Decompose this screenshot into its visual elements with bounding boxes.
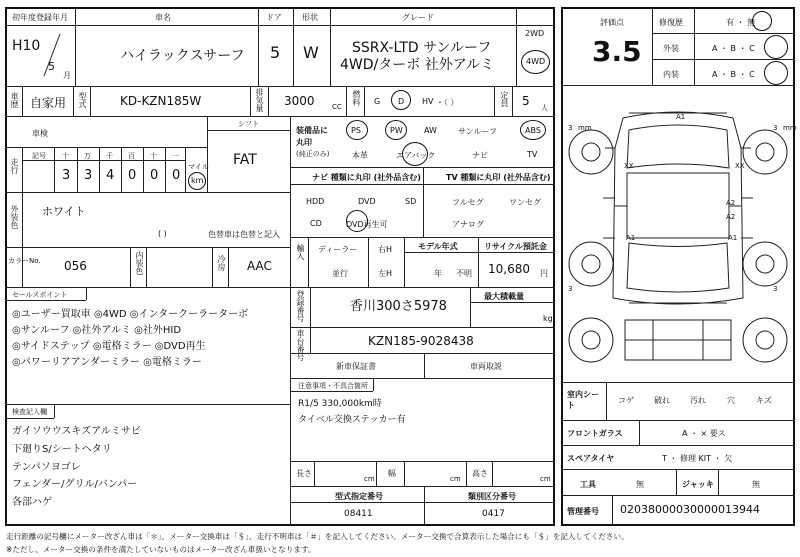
drive-4wd: 4WD — [526, 57, 546, 66]
first-reg-label: 初年度登録年月 — [12, 13, 68, 22]
equip-abs: ABS — [525, 126, 541, 135]
windshield-options: A ・ × 要ス — [682, 429, 726, 438]
equip-aw: AW — [424, 126, 437, 135]
seat-burn: コゲ — [618, 396, 634, 405]
mileage-unit-juu: 十 — [150, 152, 157, 160]
tire-rear-left — [569, 242, 613, 286]
chassis-no-value: KZN185-9028438 — [368, 334, 474, 348]
inspector-note-4: フェンダー/グリル/バンパー — [12, 479, 138, 490]
fuel-label: 燃料 — [352, 90, 361, 106]
equip-tv: TV — [527, 150, 538, 159]
diagram-mm-fl: mm — [578, 124, 592, 132]
jack-value: 無 — [752, 480, 760, 489]
equip-airbag: エアバック — [396, 151, 436, 160]
capacity-value: 5 — [522, 94, 530, 108]
first-reg-era: H10 — [12, 38, 41, 54]
exterior-color-label: 外装色 — [10, 205, 19, 229]
grade-line1: SSRX-LTD サンルーフ — [352, 40, 492, 56]
equip-sunroof: サンルーフ — [458, 127, 497, 136]
registration-no-value: 香川300さ5978 — [350, 299, 447, 314]
spare-tire-options: T ・ 修理 KIT ・ 欠 — [662, 454, 733, 463]
diagram-mm-fr: mm — [783, 124, 797, 132]
model-value: KD-KZN185W — [120, 94, 202, 108]
seat-hole: 穴 — [727, 396, 735, 405]
seat-dirt: 汚れ — [690, 396, 706, 405]
diagram-tire-rr: 3 — [773, 285, 778, 293]
length-label: 長さ — [296, 469, 312, 478]
jack-label: ジャッキ — [682, 480, 714, 489]
model-year-label: モデル年式 — [418, 242, 458, 251]
model-label: 型式 — [78, 92, 87, 108]
diagram-a2-upper: A2 — [726, 199, 736, 207]
repair-history-label: 修復歴 — [659, 18, 683, 27]
diagram-a1-top: A1 — [676, 113, 686, 121]
sales-point-1: ◎ユーザー買取車 ◎4WD ◎インタークーラーターボ — [12, 309, 249, 320]
inspector-note-5: 各部ハゲ — [12, 497, 52, 508]
equip-ps: PS — [351, 126, 361, 135]
interior-seat-label: 室内シート — [567, 390, 599, 410]
door-label: ドア — [266, 13, 282, 22]
spare-tire — [569, 318, 613, 362]
repair-history-options: 有 ・ 無 — [726, 18, 756, 27]
grade-label: グレード — [402, 13, 434, 22]
type-designation-label: 型式指定番号 — [335, 492, 383, 501]
inspector-note-1: ガイソウウスキズアルミサビ — [12, 426, 141, 437]
import-parallel: 並行 — [332, 269, 348, 278]
diagram-tire-fr: 3 — [773, 124, 778, 132]
tv-oneseg: ワンセグ — [509, 198, 541, 207]
interior-grade-options: A ・ B ・ C — [712, 70, 755, 79]
warranty-label: 新車保証書 — [336, 362, 376, 371]
shift-value: FAT — [233, 152, 257, 168]
tools-label: 工具 — [580, 480, 596, 489]
mileage-unit-hyaku: 百 — [128, 152, 135, 160]
seat-tear: 破れ — [654, 396, 670, 405]
tire-front-left — [569, 130, 613, 174]
chassis-no-label: 車台番号 — [296, 329, 305, 361]
tire-front-right — [743, 130, 787, 174]
recycle-unit: 円 — [540, 269, 548, 278]
sales-points-label: セールスポイント — [12, 291, 68, 299]
navi-hdd: HDD — [306, 197, 325, 206]
equipment-label2: 丸印 — [296, 138, 312, 147]
navi-dvd: DVD — [358, 197, 376, 206]
equipment-label1: 装備品に — [296, 126, 328, 135]
tv-fullseg: フルセグ — [452, 198, 484, 207]
aircon-label: 冷房 — [217, 255, 226, 271]
grade-line2: 4WD/ターボ 社外アルミ — [340, 57, 495, 73]
height-unit: cm — [540, 475, 551, 483]
diagram-xx-right: XX — [735, 162, 745, 170]
interior-color-label: 内装色 — [135, 251, 144, 275]
shift-label: シフト — [238, 120, 259, 128]
diagram-a2-lower: A2 — [726, 213, 736, 221]
diagram-xx-left: XX — [624, 162, 634, 170]
equip-leather: 本革 — [352, 151, 368, 160]
navi-sd: SD — [405, 197, 417, 206]
usage-label: 車歴 — [10, 92, 19, 108]
exterior-color-value: ホワイト — [42, 205, 86, 218]
notices-line2: タイベル交換ステッカー有 — [298, 415, 406, 425]
exterior-grade-options: A ・ B ・ C — [712, 44, 755, 53]
import-left-h: 左H — [378, 269, 393, 278]
recycle-label: リサイクル預託金 — [484, 242, 547, 251]
fuel-other: ・（ ） — [436, 98, 459, 107]
shape-label: 形状 — [302, 13, 318, 22]
width-unit: cm — [450, 475, 461, 483]
tools-value: 無 — [636, 480, 644, 489]
windshield-label: フロントガラス — [567, 429, 623, 438]
shape-value: W — [303, 43, 319, 62]
drive-2wd: 2WD — [525, 29, 545, 38]
aircon-value: AAC — [247, 259, 272, 273]
model-year-unit: 年 — [434, 269, 442, 278]
diagram-a1-left: A1 — [626, 234, 636, 242]
mileage-digit-2: 3 — [84, 168, 93, 183]
displacement-value: 3000 — [284, 94, 315, 108]
mileage-unit-mile: マイル — [188, 163, 209, 171]
width-label: 幅 — [388, 469, 396, 478]
footnote-line2: ※ただし、メーター交換の条件を満たしていないものはメーター改ざん車扱いとなります。 — [6, 545, 316, 554]
notices-label: 注意事項・不具合箇所 — [298, 382, 368, 390]
import-dealer: ディーラー — [318, 245, 358, 254]
interior-c-circle — [764, 61, 788, 85]
max-load-unit: kg — [543, 314, 553, 323]
inspector-note-3: テンパソヨゴレ — [12, 462, 81, 473]
model-year-value: 不明 — [456, 269, 472, 278]
doors-value: 5 — [270, 43, 281, 62]
exterior-grade-label: 外装 — [663, 44, 679, 53]
exterior-color-paren: ( ) — [158, 229, 167, 238]
mileage-unit-sen: 千 — [106, 152, 113, 160]
car-name-value: ハイラックスサーフ — [120, 48, 245, 64]
import-right-h: 右H — [378, 245, 393, 254]
seat-scratch: キズ — [756, 396, 772, 405]
navi-dvd-play: DVD再生可 — [346, 220, 388, 229]
evaluation-score: 3.5 — [592, 35, 642, 68]
repair-none-circle — [752, 11, 772, 31]
spare-tire-label: スペアタイヤ — [567, 454, 615, 463]
car-name-label: 車名 — [155, 13, 171, 22]
capacity-unit: 人 — [541, 104, 548, 112]
sales-point-2: ◎サンルーフ ◎社外アルミ ◎社外HID — [12, 325, 182, 336]
mileage-unit-ichi: 一 — [172, 152, 179, 160]
tire-rear-right — [743, 242, 787, 286]
fuel-hv: HV — [422, 97, 434, 106]
inspector-note-2: 下廻りS/シートヘタリ — [12, 444, 112, 455]
type-designation-value: 08411 — [344, 509, 373, 519]
notices-line1: R1/5 330,000km時 — [298, 399, 382, 409]
mileage-digit-3: 4 — [106, 168, 115, 183]
category-no-label: 類別区分番号 — [468, 492, 516, 501]
inspection-label: 車検 — [32, 129, 48, 138]
color-no-value: 056 — [64, 259, 87, 273]
interior-grade-label: 内装 — [663, 70, 679, 79]
height-label: 高さ — [472, 469, 488, 478]
registration-no-label: 登録番号 — [296, 290, 305, 322]
diagram-tire-rl: 3 — [568, 285, 573, 293]
navi-cd: CD — [310, 219, 322, 228]
mileage-digit-5: 0 — [150, 168, 159, 183]
tv-analog: アナログ — [452, 220, 484, 229]
mileage-digit-1: 3 — [62, 168, 71, 183]
category-no-value: 0417 — [482, 509, 505, 519]
inspector-notes-label: 検査記入欄 — [12, 408, 47, 416]
usage-value: 自家用 — [30, 96, 67, 110]
mileage-label: 走行 — [10, 158, 19, 174]
evaluation-label: 評価点 — [600, 18, 624, 27]
mileage-sub-label: 記号 — [32, 152, 46, 160]
mileage-digit-4: 0 — [128, 168, 137, 183]
first-reg-month: 5 — [48, 60, 55, 73]
diagram-a1-right: A1 — [728, 234, 738, 242]
mileage-unit-man: 万 — [84, 152, 91, 160]
length-unit: cm — [364, 475, 375, 483]
capacity-label: 定員 — [500, 91, 509, 107]
exterior-color-note: 色替車は色替と記入 — [208, 230, 280, 239]
fuel-d: D — [398, 97, 405, 106]
management-no-value: 02038000030000013944 — [620, 503, 760, 516]
max-load-label: 最大積載量 — [484, 292, 524, 301]
sales-point-3: ◎サイドステップ ◎電格ミラー ◎DVD再生 — [12, 341, 206, 352]
exterior-c-circle — [764, 35, 788, 59]
mileage-unit-10man: 十 — [62, 152, 69, 160]
fuel-g: G — [374, 97, 381, 106]
body-outline — [613, 112, 743, 304]
equipment-label3: (純正のみ) — [296, 150, 330, 158]
import-label: 輸入 — [296, 244, 305, 260]
equip-pw: PW — [390, 126, 403, 135]
displacement-unit: CC — [332, 103, 342, 111]
footnote-line1: 走行距離の記号欄にメーター改ざん車は「＊」、メーター交換車は「＄」、走行不明車は「＃」を記入してください。メーター交換で合算表示した場合にも「＄」を記入してください。 — [6, 532, 629, 541]
displacement-label: 排気量 — [255, 88, 264, 112]
tv-type-label: TV 種類に丸印 (社外品含む) — [446, 173, 551, 182]
color-no-label: カラーNo. — [8, 257, 41, 265]
management-no-label: 管理番号 — [567, 507, 599, 516]
mileage-digit-6: 0 — [172, 168, 181, 183]
recycle-value: 10,680 — [488, 262, 530, 276]
manual-label: 車両取説 — [470, 362, 502, 371]
diagram-tire-fl: 3 — [568, 124, 573, 132]
equip-navi: ナビ — [472, 151, 488, 160]
mileage-unit-km: km — [191, 176, 204, 185]
vehicle-diagram — [563, 88, 793, 378]
first-reg-month-unit: 月 — [63, 71, 71, 80]
sales-point-4: ◎パワーリアアンダーミラー ◎電格ミラー — [12, 357, 202, 368]
navi-type-label: ナビ 種類に丸印 (社外品含む) — [312, 173, 421, 182]
